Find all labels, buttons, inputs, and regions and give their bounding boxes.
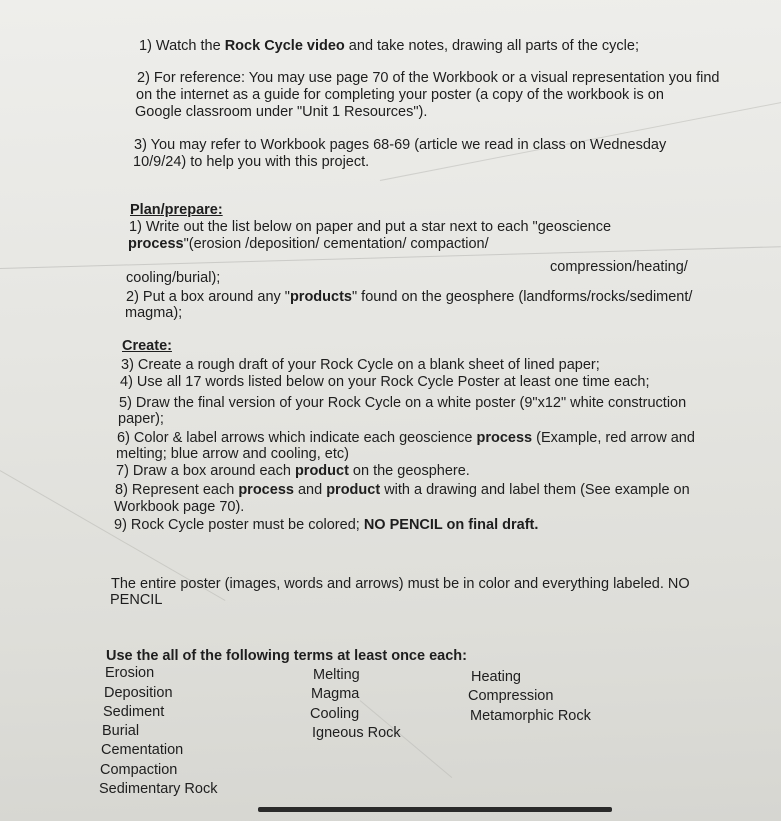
term-burial: Burial <box>102 723 140 739</box>
plan-line-6: magma); <box>125 305 183 321</box>
term-deposition: Deposition <box>104 685 173 701</box>
terms-heading: Use the all of the following terms at least once each: <box>106 648 467 664</box>
create-step-4: 4) Use all 17 words listed below on your Rock Cycle Poster at least one time each; <box>120 374 650 390</box>
create-step-6-line-1: 6) Color & label arrows which indicate each geoscience process (Example, red arrow and <box>117 430 695 446</box>
plan-line-1: 1) Write out the list below on paper and put a star next to each "geoscience <box>129 219 612 235</box>
term-metamorphic-rock: Metamorphic Rock <box>470 708 591 724</box>
create-step-3: 3) Create a rough draft of your Rock Cycle on a blank sheet of lined paper; <box>121 357 600 373</box>
create-step-8-line-2: Workbook page 70). <box>114 499 245 515</box>
term-melting: Melting <box>313 667 360 683</box>
intro-item-2-line-2: on the internet as a guide for completing your poster (a copy of the workbook is on <box>136 87 664 103</box>
term-sediment: Sediment <box>103 704 165 720</box>
intro-item-1: 1) Watch the Rock Cycle video and take notes, drawing all parts of the cycle; <box>139 38 639 54</box>
term-heating: Heating <box>471 669 521 685</box>
intro-item-2-line-1: 2) For reference: You may use page 70 of the Workbook or a visual representation you find <box>137 70 720 86</box>
create-step-6-line-2: melting; blue arrow and cooling, etc) <box>116 446 349 462</box>
create-step-8-line-1: 8) Represent each process and product with a drawing and label them (See example on <box>115 482 690 498</box>
term-erosion: Erosion <box>105 665 155 681</box>
note-line-1: The entire poster (images, words and arrows) must be in color and everything labeled. NO <box>111 576 690 592</box>
plan-line-4: cooling/burial); <box>126 270 221 286</box>
term-sedimentary-rock: Sedimentary Rock <box>99 781 218 797</box>
note-line-2: PENCIL <box>110 592 163 608</box>
term-cementation: Cementation <box>101 742 184 758</box>
create-step-7: 7) Draw a box around each product on the geosphere. <box>116 463 470 479</box>
create-step-5-line-1: 5) Draw the final version of your Rock Cycle on a white poster (9"x12" white construction <box>119 395 687 411</box>
intro-item-3-line-1: 3) You may refer to Workbook pages 68-69 (article we read in class on Wednesday <box>134 137 667 153</box>
plan-line-5: 2) Put a box around any "products" found on the geosphere (landforms/rocks/sediment/ <box>126 289 693 305</box>
create-step-9: 9) Rock Cycle poster must be colored; NO PENCIL on final draft. <box>114 517 539 533</box>
plan-heading: Plan/prepare: <box>130 202 223 218</box>
term-igneous-rock: Igneous Rock <box>312 725 401 741</box>
term-compaction: Compaction <box>100 762 178 778</box>
term-magma: Magma <box>311 686 360 702</box>
create-step-5-line-2: paper); <box>118 411 164 427</box>
term-cooling: Cooling <box>310 706 360 722</box>
plan-line-3: compression/heating/ <box>550 259 688 275</box>
intro-item-2-line-3: Google classroom under "Unit 1 Resources"). <box>135 104 428 120</box>
create-heading: Create: <box>122 338 172 354</box>
intro-item-3-line-2: 10/9/24) to help you with this project. <box>133 154 370 170</box>
term-compression: Compression <box>468 688 554 704</box>
bottom-divider-bar <box>258 807 612 812</box>
plan-line-2: process"(erosion /deposition/ cementation/ compaction/ <box>128 236 489 252</box>
